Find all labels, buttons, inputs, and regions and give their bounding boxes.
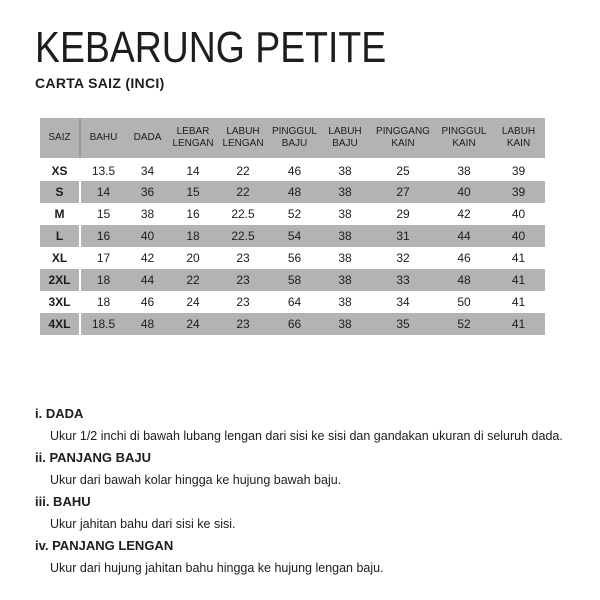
note-description: Ukur dari bawah kolar hingga ke hujung bawah baju. [50,473,342,487]
column-header-labuh-baju: LABUH BAJU [320,118,370,159]
value-cell: 22.5 [217,225,269,247]
value-cell: 38 [320,225,370,247]
value-cell: 38 [320,159,370,181]
value-cell: 48 [436,269,492,291]
value-cell: 24 [169,313,217,335]
column-header-dada: DADA [126,118,169,159]
value-cell: 64 [269,291,320,313]
value-cell: 35 [370,313,436,335]
value-cell: 41 [492,313,545,335]
value-cell: 38 [320,269,370,291]
value-cell: 39 [492,159,545,181]
value-cell: 44 [126,269,169,291]
value-cell: 14 [80,181,126,203]
value-cell: 66 [269,313,320,335]
page-title: KEBARUNG PETITE [35,23,387,72]
value-cell: 22 [217,159,269,181]
table-row-3xl [40,291,545,313]
note-item-2 [35,447,565,491]
column-header-lebar-lengan: LEBAR LENGAN [169,118,217,159]
value-cell: 18 [80,291,126,313]
value-cell: 40 [126,225,169,247]
note-description: Ukur 1/2 inchi di bawah lubang lengan dari sisi ke sisi dan gandakan ukuran di seluruh dada. [50,429,563,443]
value-cell: 22 [217,181,269,203]
size-cell: 4XL [40,313,80,335]
size-cell: 3XL [40,291,80,313]
value-cell: 16 [80,225,126,247]
value-cell: 38 [126,203,169,225]
table-row-l [40,225,545,247]
value-cell: 56 [269,247,320,269]
value-cell: 29 [370,203,436,225]
table-row-2xl [40,269,545,291]
value-cell: 16 [169,203,217,225]
size-chart-table [40,118,545,335]
column-header-pinggul-kain: PINGGUL KAIN [436,118,492,159]
note-item-3 [35,491,565,535]
table-row-m [40,203,545,225]
value-cell: 20 [169,247,217,269]
value-cell: 39 [492,181,545,203]
column-header-saiz: SAIZ [40,118,80,159]
table-row-s [40,181,545,203]
value-cell: 40 [492,225,545,247]
value-cell: 15 [169,181,217,203]
value-cell: 31 [370,225,436,247]
value-cell: 42 [126,247,169,269]
value-cell: 38 [320,247,370,269]
value-cell: 18 [80,269,126,291]
value-cell: 38 [320,313,370,335]
size-cell: XL [40,247,80,269]
size-cell: L [40,225,80,247]
value-cell: 41 [492,247,545,269]
value-cell: 34 [370,291,436,313]
table-row-xl [40,247,545,269]
value-cell: 25 [370,159,436,181]
value-cell: 50 [436,291,492,313]
column-header-bahu: BAHU [80,118,126,159]
note-description: Ukur jahitan bahu dari sisi ke sisi. [50,517,236,531]
column-header-labuh-lengan: LABUH LENGAN [217,118,269,159]
value-cell: 18.5 [80,313,126,335]
value-cell: 22.5 [217,203,269,225]
value-cell: 42 [436,203,492,225]
note-label: ii. PANJANG BAJU [35,450,152,465]
value-cell: 41 [492,269,545,291]
value-cell: 15 [80,203,126,225]
value-cell: 38 [320,203,370,225]
note-item-4 [35,535,565,579]
value-cell: 13.5 [80,159,126,181]
value-cell: 18 [169,225,217,247]
value-cell: 23 [217,291,269,313]
notes-list [35,403,565,579]
value-cell: 44 [436,225,492,247]
value-cell: 46 [436,247,492,269]
value-cell: 52 [269,203,320,225]
value-cell: 23 [217,247,269,269]
column-header-pinggul-baju: PINGGUL BAJU [269,118,320,159]
note-label: iii. BAHU [35,494,91,509]
value-cell: 40 [492,203,545,225]
value-cell: 52 [436,313,492,335]
note-description: Ukur dari hujung jahitan bahu hingga ke hujung lengan baju. [50,561,384,575]
value-cell: 14 [169,159,217,181]
value-cell: 41 [492,291,545,313]
value-cell: 24 [169,291,217,313]
value-cell: 22 [169,269,217,291]
size-cell: 2XL [40,269,80,291]
value-cell: 27 [370,181,436,203]
value-cell: 23 [217,269,269,291]
size-chart-body [40,159,545,335]
table-row-4xl [40,313,545,335]
note-label: iv. PANJANG LENGAN [35,538,174,553]
value-cell: 36 [126,181,169,203]
value-cell: 38 [320,291,370,313]
value-cell: 40 [436,181,492,203]
value-cell: 17 [80,247,126,269]
page-subtitle: CARTA SAIZ (INCI) [35,75,165,91]
size-cell: M [40,203,80,225]
size-chart-header-row [40,118,545,159]
column-header-labuh-kain: LABUH KAIN [492,118,545,159]
note-label: i. DADA [35,406,84,421]
value-cell: 38 [320,181,370,203]
value-cell: 48 [269,181,320,203]
note-item-1 [35,403,565,447]
value-cell: 54 [269,225,320,247]
table-row-xs [40,159,545,181]
value-cell: 32 [370,247,436,269]
value-cell: 33 [370,269,436,291]
value-cell: 23 [217,313,269,335]
value-cell: 58 [269,269,320,291]
size-cell: S [40,181,80,203]
value-cell: 34 [126,159,169,181]
value-cell: 46 [269,159,320,181]
column-header-pinggang-kain: PINGGANG KAIN [370,118,436,159]
value-cell: 38 [436,159,492,181]
size-cell: XS [40,159,80,181]
value-cell: 48 [126,313,169,335]
value-cell: 46 [126,291,169,313]
